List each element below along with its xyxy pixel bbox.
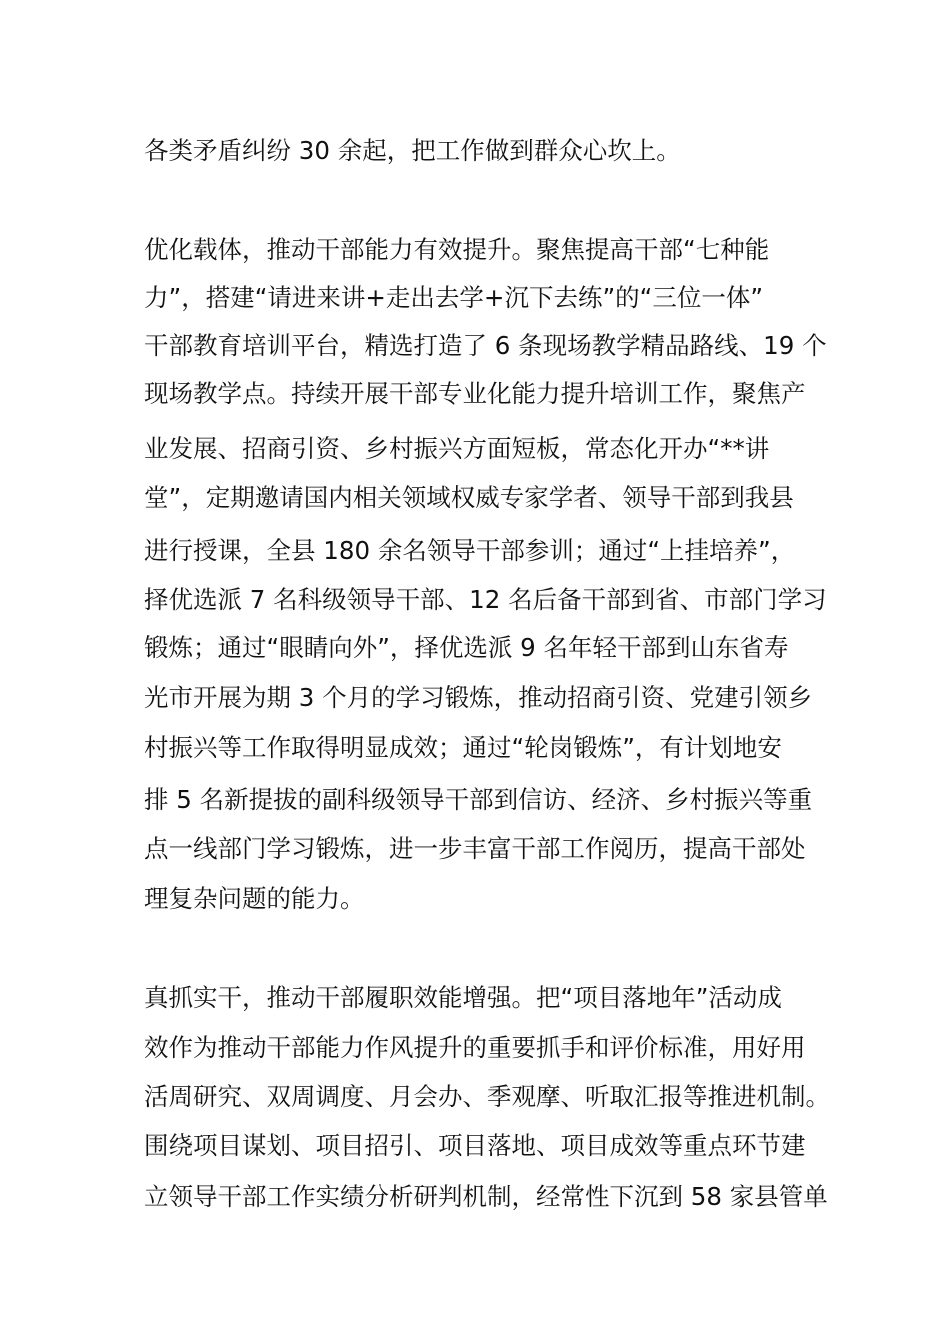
paragraph-line: 效作为推动干部能力作风提升的重要抓手和评价标准，用好用 — [144, 1033, 806, 1062]
paragraph-line: 业发展、招商引资、乡村振兴方面短板，常态化开办“**讲 — [144, 434, 770, 463]
paragraph-line: 立领导干部工作实绩分析研判机制，经常性下沉到 58 家县管单 — [144, 1182, 828, 1211]
paragraph-line: 理复杂问题的能力。 — [144, 884, 365, 913]
paragraph-line: 围绕项目谋划、项目招引、项目落地、项目成效等重点环节建 — [144, 1131, 806, 1160]
paragraph-line: 干部教育培训平台，精选打造了 6 条现场教学精品路线、19 个 — [144, 331, 827, 360]
paragraph-line: 各类矛盾纠纷 30 余起，把工作做到群众心坎上。 — [144, 136, 681, 165]
paragraph-line: 进行授课，全县 180 余名领导干部参训；通过“上挂培养”， — [144, 536, 796, 565]
paragraph-line: 真抓实干，推动干部履职效能增强。把“项目落地年”活动成 — [144, 983, 782, 1012]
paragraph-line: 择优选派 7 名科级领导干部、12 名后备干部到省、市部门学习 — [144, 585, 827, 614]
paragraph-line: 优化载体，推动干部能力有效提升。聚焦提高干部“七种能 — [144, 235, 770, 264]
paragraph-line: 光市开展为期 3 个月的学习锻炼，推动招商引资、党建引领乡 — [144, 683, 813, 712]
paragraph-line: 排 5 名新提拔的副科级领导干部到信访、经济、乡村振兴等重 — [144, 785, 813, 814]
paragraph-line: 锻炼；通过“眼睛向外”，择优选派 9 名年轻干部到山东省寿 — [144, 633, 789, 662]
paragraph-line: 点一线部门学习锻炼，进一步丰富干部工作阅历，提高干部处 — [144, 834, 806, 863]
paragraph-line: 活周研究、双周调度、月会办、季观摩、听取汇报等推进机制。 — [144, 1082, 830, 1111]
paragraph-line: 村振兴等工作取得明显成效；通过“轮岗锻炼”，有计划地安 — [144, 733, 782, 762]
paragraph-line: 力”，搭建“请进来讲+走出去学+沉下去练”的“三位一体” — [144, 283, 764, 312]
paragraph-line: 堂”，定期邀请国内相关领域权威专家学者、领导干部到我县 — [144, 483, 794, 512]
paragraph-line: 现场教学点。持续开展干部专业化能力提升培训工作，聚焦产 — [144, 379, 806, 408]
